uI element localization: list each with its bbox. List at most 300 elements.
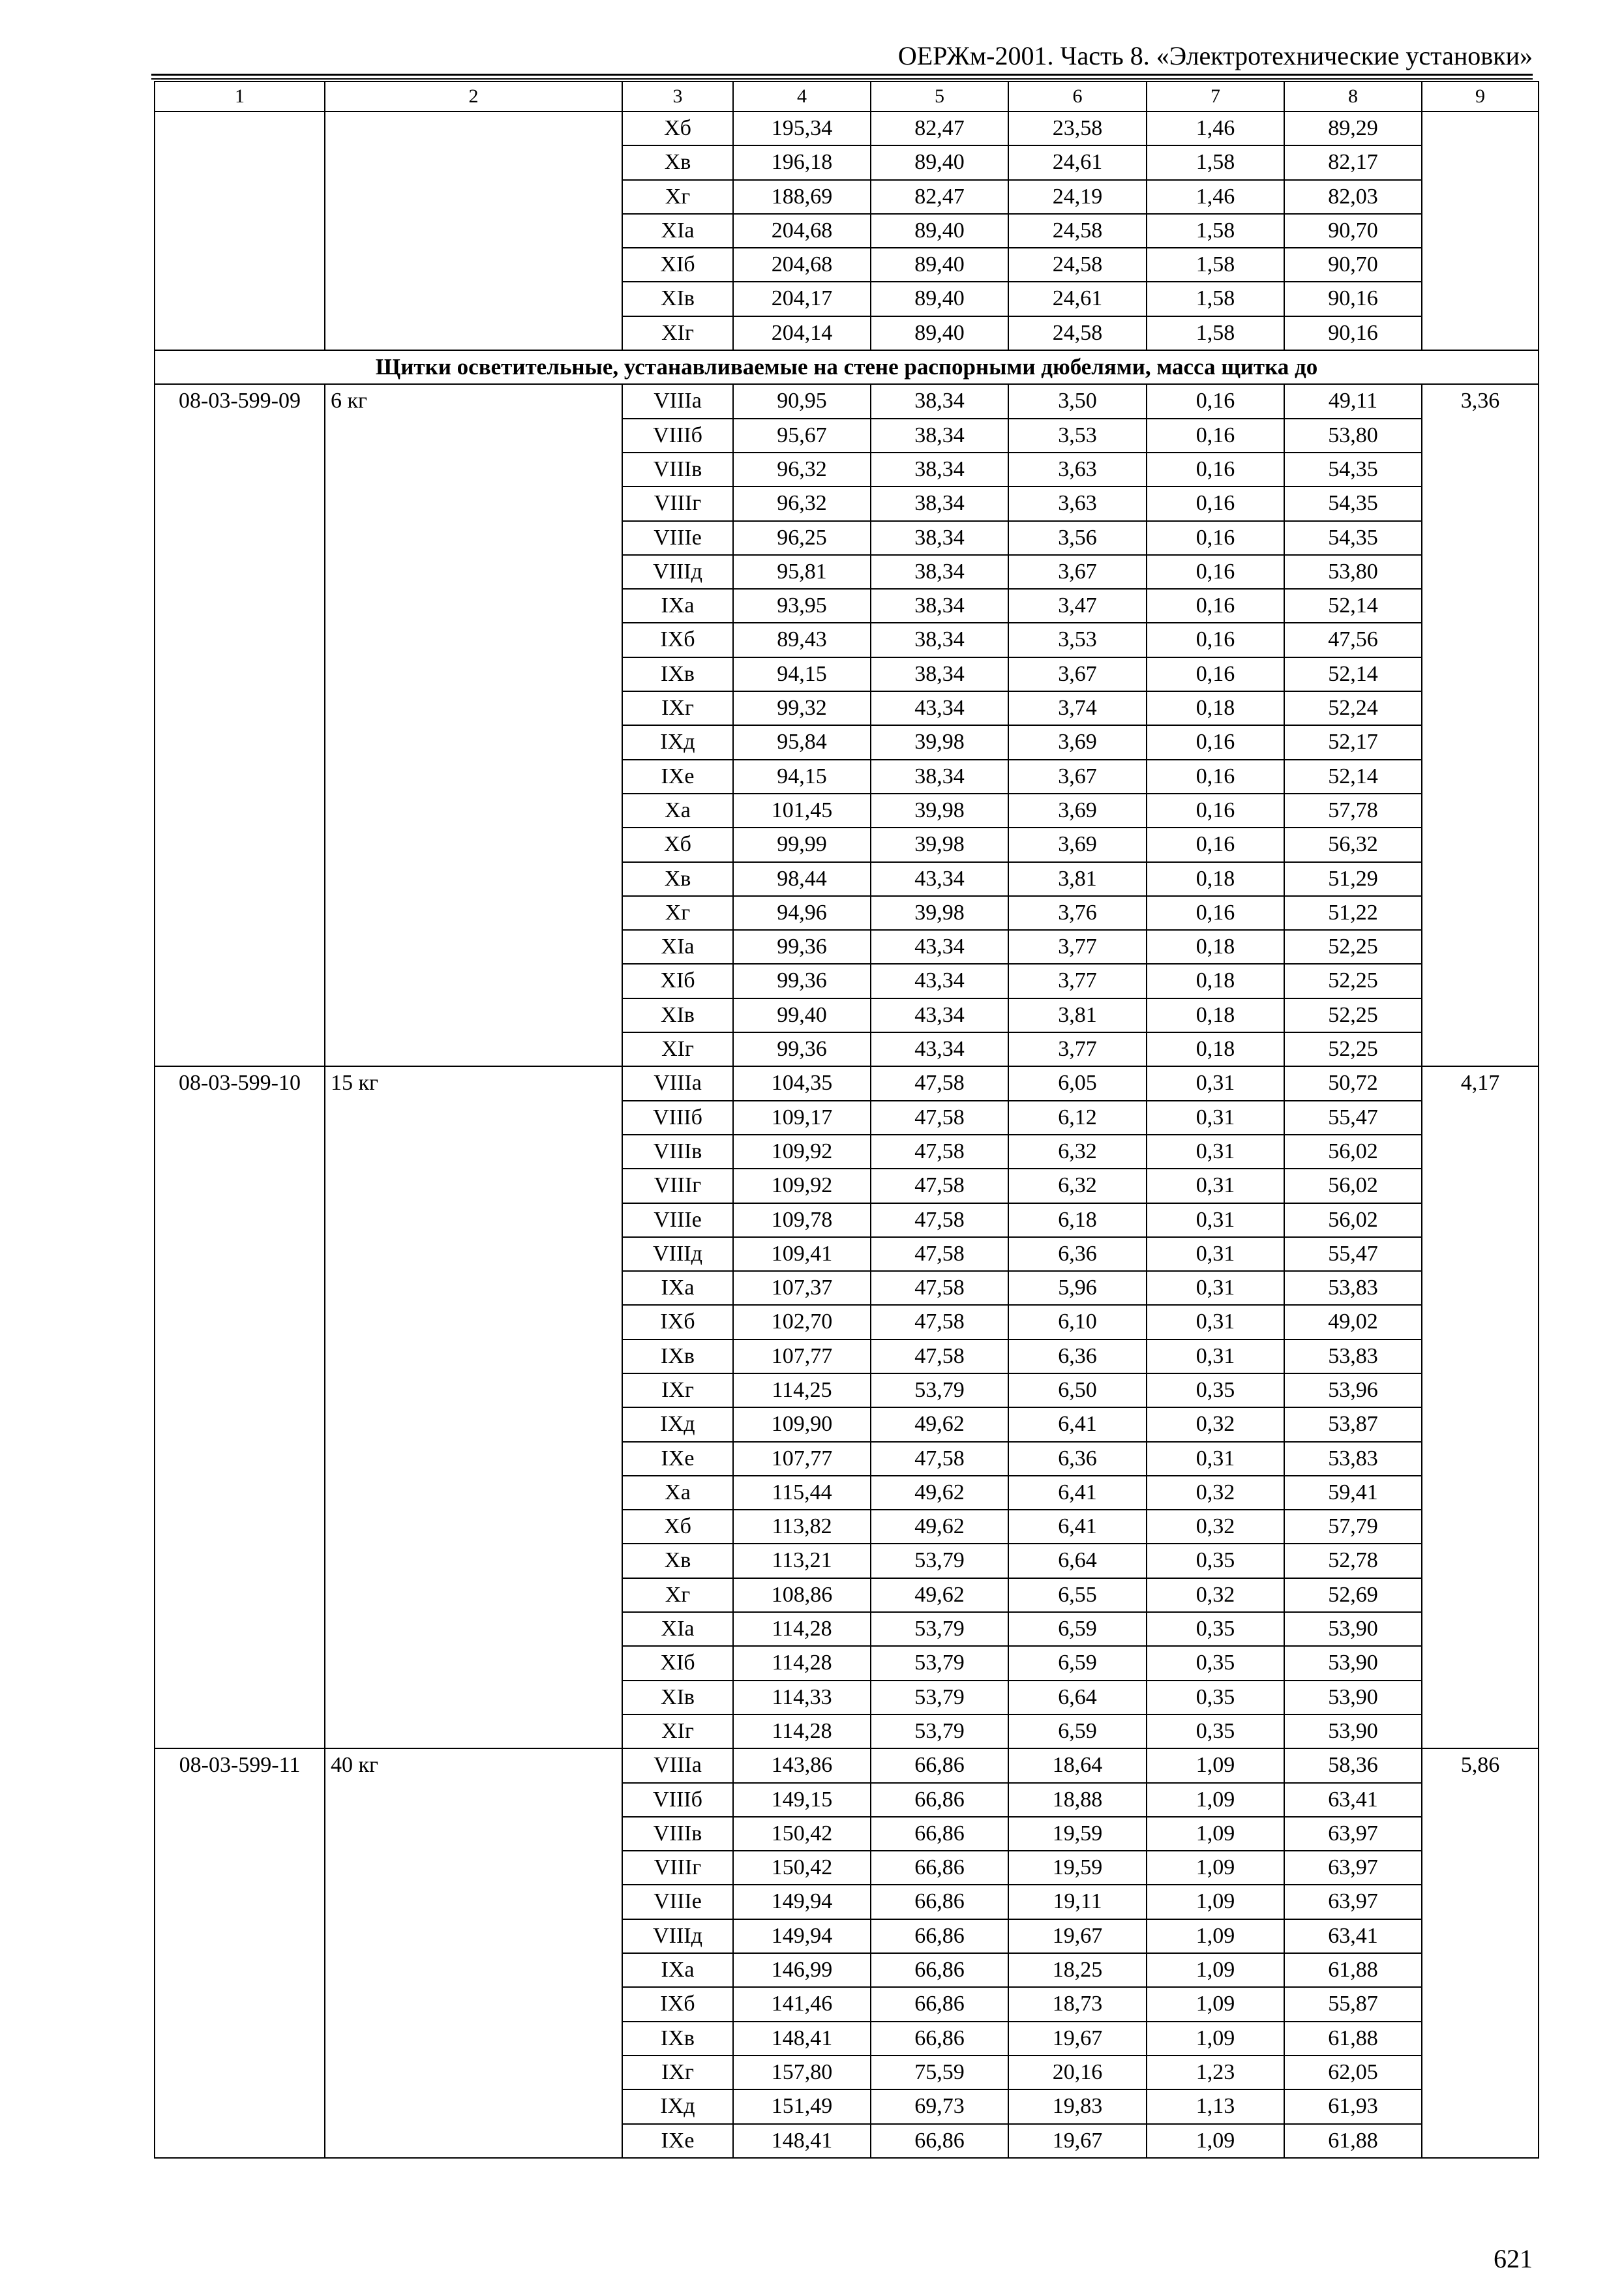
data-cell: 66,86 — [871, 1783, 1008, 1817]
data-cell: 53,96 — [1284, 1373, 1422, 1407]
data-cell: 114,28 — [733, 1612, 871, 1646]
data-cell: 148,41 — [733, 2022, 871, 2056]
data-cell: 6,41 — [1008, 1407, 1147, 1441]
data-cell: 109,90 — [733, 1407, 871, 1441]
data-cell: 102,70 — [733, 1305, 871, 1339]
data-cell: 19,11 — [1008, 1885, 1147, 1919]
data-cell: 20,16 — [1008, 2056, 1147, 2089]
column-number: 9 — [1422, 82, 1539, 112]
data-cell: 1,09 — [1147, 1885, 1284, 1919]
data-cell: 43,34 — [871, 930, 1008, 964]
data-cell: 47,56 — [1284, 623, 1422, 657]
data-cell: 49,62 — [871, 1407, 1008, 1441]
data-cell: 6,12 — [1008, 1101, 1147, 1135]
data-cell: 59,41 — [1284, 1476, 1422, 1510]
data-cell: 82,47 — [871, 112, 1008, 145]
data-cell: 99,36 — [733, 1032, 871, 1066]
data-cell: 58,36 — [1284, 1748, 1422, 1782]
data-cell: IХг — [622, 691, 733, 725]
data-cell: 6,64 — [1008, 1544, 1147, 1578]
data-cell: 109,92 — [733, 1135, 871, 1169]
data-cell: 53,79 — [871, 1612, 1008, 1646]
data-cell: 149,94 — [733, 1919, 871, 1953]
data-cell: 43,34 — [871, 1032, 1008, 1066]
data-cell: IХб — [622, 1987, 733, 2021]
data-cell: 55,87 — [1284, 1987, 1422, 2021]
data-cell: 3,50 — [1008, 384, 1147, 418]
data-cell: 66,86 — [871, 1953, 1008, 1987]
data-cell: 19,59 — [1008, 1851, 1147, 1885]
data-cell: 38,34 — [871, 486, 1008, 520]
data-cell: 0,31 — [1147, 1066, 1284, 1100]
data-cell: 52,25 — [1284, 1032, 1422, 1066]
data-cell: 53,79 — [871, 1681, 1008, 1714]
data-cell: 66,86 — [871, 1851, 1008, 1885]
data-cell: 47,58 — [871, 1169, 1008, 1203]
data-cell: 54,35 — [1284, 521, 1422, 555]
data-cell: 1,09 — [1147, 1783, 1284, 1817]
data-cell: 18,88 — [1008, 1783, 1147, 1817]
data-cell: Хв — [622, 145, 733, 179]
data-cell: 18,25 — [1008, 1953, 1147, 1987]
rates-table — [154, 81, 1539, 2159]
data-cell: IХе — [622, 760, 733, 794]
data-cell: 63,41 — [1284, 1919, 1422, 1953]
data-cell: 47,58 — [871, 1271, 1008, 1305]
data-cell: 43,34 — [871, 862, 1008, 896]
table-row — [155, 1748, 1539, 1782]
data-cell: 6,50 — [1008, 1373, 1147, 1407]
data-cell: Хб — [622, 1510, 733, 1544]
data-cell: ХIб — [622, 1646, 733, 1680]
data-cell: 204,14 — [733, 316, 871, 350]
data-cell: 1,23 — [1147, 2056, 1284, 2089]
data-cell: VIIIе — [622, 521, 733, 555]
data-cell: 3,77 — [1008, 930, 1147, 964]
data-cell: 53,90 — [1284, 1714, 1422, 1748]
data-cell: 3,69 — [1008, 725, 1147, 759]
data-cell: 19,67 — [1008, 2124, 1147, 2158]
data-cell: ХIа — [622, 1612, 733, 1646]
data-cell: 1,09 — [1147, 1987, 1284, 2021]
column-number: 8 — [1284, 82, 1422, 112]
data-cell: VIIIд — [622, 1237, 733, 1271]
data-cell: 99,36 — [733, 930, 871, 964]
data-cell: 52,14 — [1284, 589, 1422, 623]
data-cell: 3,77 — [1008, 1032, 1147, 1066]
data-cell: 6,64 — [1008, 1681, 1147, 1714]
code-cell-empty — [155, 112, 325, 350]
data-cell: 146,99 — [733, 1953, 871, 1987]
data-cell: 66,86 — [871, 1817, 1008, 1851]
data-cell: 38,34 — [871, 589, 1008, 623]
data-cell: IХа — [622, 1953, 733, 1987]
data-cell: 149,94 — [733, 1885, 871, 1919]
data-cell: 6,41 — [1008, 1510, 1147, 1544]
rate-code: 08-03-599-11 — [155, 1748, 325, 2158]
data-cell: 157,80 — [733, 2056, 871, 2089]
data-cell: 47,58 — [871, 1237, 1008, 1271]
column-number: 4 — [733, 82, 871, 112]
data-cell: 6,18 — [1008, 1203, 1147, 1237]
data-cell: 3,69 — [1008, 828, 1147, 861]
data-cell: IХе — [622, 1442, 733, 1476]
data-cell: 89,40 — [871, 214, 1008, 248]
data-cell: VIIIе — [622, 1885, 733, 1919]
data-cell: VIIIг — [622, 1169, 733, 1203]
data-cell: 3,67 — [1008, 760, 1147, 794]
data-cell: 24,61 — [1008, 145, 1147, 179]
data-cell: 90,16 — [1284, 316, 1422, 350]
header-rule-thin — [151, 78, 1533, 80]
data-cell: 53,90 — [1284, 1681, 1422, 1714]
data-cell: 39,98 — [871, 725, 1008, 759]
data-cell: 6,05 — [1008, 1066, 1147, 1100]
table-row — [155, 1066, 1539, 1100]
data-cell: VIIIе — [622, 1203, 733, 1237]
data-cell: 57,78 — [1284, 794, 1422, 828]
data-cell: 69,73 — [871, 2089, 1008, 2123]
data-cell: 99,32 — [733, 691, 871, 725]
data-cell: 96,25 — [733, 521, 871, 555]
data-cell: 0,16 — [1147, 623, 1284, 657]
data-cell: 52,14 — [1284, 760, 1422, 794]
data-cell: 0,35 — [1147, 1714, 1284, 1748]
data-cell: 0,32 — [1147, 1407, 1284, 1441]
data-cell: 82,47 — [871, 180, 1008, 214]
data-cell: 94,15 — [733, 657, 871, 691]
data-cell: 52,25 — [1284, 998, 1422, 1032]
data-cell: 0,18 — [1147, 1032, 1284, 1066]
data-cell: 66,86 — [871, 1987, 1008, 2021]
data-cell: 107,77 — [733, 1339, 871, 1373]
data-cell: ХIб — [622, 248, 733, 282]
data-cell: 24,19 — [1008, 180, 1147, 214]
data-cell: 0,31 — [1147, 1442, 1284, 1476]
data-cell: 1,09 — [1147, 1953, 1284, 1987]
data-cell: 38,34 — [871, 623, 1008, 657]
data-cell: 204,68 — [733, 214, 871, 248]
data-cell: 38,34 — [871, 521, 1008, 555]
data-cell: 47,58 — [871, 1305, 1008, 1339]
data-cell: 66,86 — [871, 1885, 1008, 1919]
data-cell: 98,44 — [733, 862, 871, 896]
data-cell: 23,58 — [1008, 112, 1147, 145]
column-number: 1 — [155, 82, 325, 112]
data-cell: 89,40 — [871, 248, 1008, 282]
data-cell: 1,46 — [1147, 112, 1284, 145]
data-cell: 99,40 — [733, 998, 871, 1032]
data-cell: 75,59 — [871, 2056, 1008, 2089]
data-cell: 0,35 — [1147, 1681, 1284, 1714]
data-cell: 5,96 — [1008, 1271, 1147, 1305]
data-cell: 24,61 — [1008, 282, 1147, 316]
data-cell: 3,63 — [1008, 486, 1147, 520]
data-cell: IХд — [622, 2089, 733, 2123]
data-cell: 3,53 — [1008, 623, 1147, 657]
data-cell: 61,88 — [1284, 1953, 1422, 1987]
data-cell: 47,58 — [871, 1101, 1008, 1135]
data-cell: 90,70 — [1284, 214, 1422, 248]
data-cell: 149,15 — [733, 1783, 871, 1817]
data-cell: 115,44 — [733, 1476, 871, 1510]
data-cell: 57,79 — [1284, 1510, 1422, 1544]
data-cell: 56,02 — [1284, 1135, 1422, 1169]
data-cell: 0,32 — [1147, 1578, 1284, 1612]
data-cell: 143,86 — [733, 1748, 871, 1782]
data-cell: VIIIд — [622, 1919, 733, 1953]
data-cell: 47,58 — [871, 1066, 1008, 1100]
data-cell: 3,74 — [1008, 691, 1147, 725]
data-cell: 0,16 — [1147, 521, 1284, 555]
section-title: Щитки осветительные, устанавливаемые на стене распорными дюбелями, масса щитка до — [155, 350, 1539, 384]
data-cell: 0,31 — [1147, 1101, 1284, 1135]
data-cell: Хг — [622, 180, 733, 214]
data-cell: 62,05 — [1284, 2056, 1422, 2089]
data-cell: 53,79 — [871, 1714, 1008, 1748]
data-cell: 39,98 — [871, 794, 1008, 828]
data-cell: 0,31 — [1147, 1135, 1284, 1169]
data-cell: ХIв — [622, 998, 733, 1032]
data-cell: 96,32 — [733, 453, 871, 486]
column-number: 5 — [871, 82, 1008, 112]
data-cell: 43,34 — [871, 691, 1008, 725]
data-cell: 89,40 — [871, 316, 1008, 350]
data-cell: 96,32 — [733, 486, 871, 520]
data-cell: ХIг — [622, 316, 733, 350]
data-cell: 66,86 — [871, 1748, 1008, 1782]
rate-code: 08-03-599-09 — [155, 384, 325, 1066]
data-cell: 18,73 — [1008, 1987, 1147, 2021]
data-cell: 38,34 — [871, 657, 1008, 691]
data-cell: 66,86 — [871, 1919, 1008, 1953]
data-cell: 54,35 — [1284, 486, 1422, 520]
data-cell: 107,37 — [733, 1271, 871, 1305]
data-cell: 61,88 — [1284, 2022, 1422, 2056]
data-cell: ХIг — [622, 1032, 733, 1066]
data-cell: 0,16 — [1147, 760, 1284, 794]
rate-description: 40 кг — [325, 1748, 622, 2158]
data-cell: 66,86 — [871, 2022, 1008, 2056]
data-cell: 1,13 — [1147, 2089, 1284, 2123]
data-cell: 151,49 — [733, 2089, 871, 2123]
rate-code: 08-03-599-10 — [155, 1066, 325, 1748]
data-cell: 0,16 — [1147, 419, 1284, 453]
data-cell: Хв — [622, 862, 733, 896]
data-cell: 56,02 — [1284, 1203, 1422, 1237]
data-cell: 0,18 — [1147, 998, 1284, 1032]
data-cell: 0,16 — [1147, 555, 1284, 589]
data-cell: 1,58 — [1147, 214, 1284, 248]
data-cell: 1,09 — [1147, 1748, 1284, 1782]
data-cell: VIIIа — [622, 1748, 733, 1782]
data-cell: 53,80 — [1284, 555, 1422, 589]
data-cell: 109,92 — [733, 1169, 871, 1203]
data-cell: 53,80 — [1284, 419, 1422, 453]
data-cell: 3,77 — [1008, 964, 1147, 998]
data-cell: 82,17 — [1284, 145, 1422, 179]
table-row — [155, 384, 1539, 418]
data-cell: IХв — [622, 2022, 733, 2056]
data-cell: 0,31 — [1147, 1203, 1284, 1237]
data-cell: 19,59 — [1008, 1817, 1147, 1851]
data-cell: 0,32 — [1147, 1510, 1284, 1544]
data-cell: 47,58 — [871, 1339, 1008, 1373]
data-cell: 6,32 — [1008, 1135, 1147, 1169]
data-cell: 38,34 — [871, 555, 1008, 589]
data-cell: 39,98 — [871, 828, 1008, 861]
data-cell: 3,53 — [1008, 419, 1147, 453]
page-header: ОЕРЖм-2001. Часть 8. «Электротехнические установки» — [897, 41, 1533, 70]
data-cell: Хб — [622, 828, 733, 861]
data-cell: 94,96 — [733, 896, 871, 930]
col9-cell-empty — [1422, 112, 1539, 350]
data-cell: 52,78 — [1284, 1544, 1422, 1578]
data-cell: 0,31 — [1147, 1305, 1284, 1339]
data-cell: 53,90 — [1284, 1646, 1422, 1680]
data-cell: 52,25 — [1284, 964, 1422, 998]
data-cell: 49,02 — [1284, 1305, 1422, 1339]
data-cell: VIIIв — [622, 1817, 733, 1851]
data-cell: 43,34 — [871, 998, 1008, 1032]
data-cell: 89,29 — [1284, 112, 1422, 145]
data-cell: 1,09 — [1147, 1817, 1284, 1851]
data-cell: 108,86 — [733, 1578, 871, 1612]
data-cell: 47,58 — [871, 1442, 1008, 1476]
data-cell: 53,79 — [871, 1646, 1008, 1680]
data-cell: 53,83 — [1284, 1339, 1422, 1373]
data-cell: 1,09 — [1147, 2022, 1284, 2056]
column-number: 6 — [1008, 82, 1147, 112]
data-cell: 0,35 — [1147, 1373, 1284, 1407]
data-cell: 63,97 — [1284, 1851, 1422, 1885]
data-cell: 3,81 — [1008, 998, 1147, 1032]
data-cell: 19,67 — [1008, 2022, 1147, 2056]
data-cell: VIIIг — [622, 1851, 733, 1885]
data-cell: 0,16 — [1147, 384, 1284, 418]
data-cell: IХа — [622, 1271, 733, 1305]
data-cell: 0,16 — [1147, 453, 1284, 486]
data-cell: IХв — [622, 657, 733, 691]
data-cell: 89,40 — [871, 282, 1008, 316]
data-cell: 204,17 — [733, 282, 871, 316]
data-cell: 6,10 — [1008, 1305, 1147, 1339]
rate-description: 6 кг — [325, 384, 622, 1066]
data-cell: 6,59 — [1008, 1612, 1147, 1646]
data-cell: 55,47 — [1284, 1101, 1422, 1135]
data-cell: 3,47 — [1008, 589, 1147, 623]
data-cell: 63,97 — [1284, 1885, 1422, 1919]
data-cell: 3,56 — [1008, 521, 1147, 555]
data-cell: VIIIа — [622, 1066, 733, 1100]
data-cell: IХа — [622, 589, 733, 623]
data-cell: 195,34 — [733, 112, 871, 145]
data-cell: 204,68 — [733, 248, 871, 282]
data-cell: 0,16 — [1147, 486, 1284, 520]
data-cell: 148,41 — [733, 2124, 871, 2158]
data-cell: 0,16 — [1147, 794, 1284, 828]
data-cell: 94,15 — [733, 760, 871, 794]
data-cell: 3,81 — [1008, 862, 1147, 896]
data-cell: 0,32 — [1147, 1476, 1284, 1510]
data-cell: 43,34 — [871, 964, 1008, 998]
data-cell: 52,14 — [1284, 657, 1422, 691]
data-cell: 0,18 — [1147, 964, 1284, 998]
data-cell: 0,16 — [1147, 828, 1284, 861]
data-cell: 51,22 — [1284, 896, 1422, 930]
data-cell: 53,87 — [1284, 1407, 1422, 1441]
table-row — [155, 112, 1539, 145]
data-cell: VIIIб — [622, 419, 733, 453]
data-cell: VIIIв — [622, 1135, 733, 1169]
data-cell: VIIIв — [622, 453, 733, 486]
data-cell: 19,83 — [1008, 2089, 1147, 2123]
data-cell: 3,67 — [1008, 657, 1147, 691]
data-cell: 3,67 — [1008, 555, 1147, 589]
data-cell: 6,36 — [1008, 1237, 1147, 1271]
data-cell: 0,35 — [1147, 1544, 1284, 1578]
data-cell: 18,64 — [1008, 1748, 1147, 1782]
data-cell: VIIIб — [622, 1101, 733, 1135]
data-cell: 0,35 — [1147, 1612, 1284, 1646]
data-cell: 53,83 — [1284, 1442, 1422, 1476]
data-cell: ХIг — [622, 1714, 733, 1748]
data-cell: IХе — [622, 2124, 733, 2158]
data-cell: 0,16 — [1147, 725, 1284, 759]
rate-description: 15 кг — [325, 1066, 622, 1748]
data-cell: 24,58 — [1008, 214, 1147, 248]
data-cell: 56,02 — [1284, 1169, 1422, 1203]
data-cell: 196,18 — [733, 145, 871, 179]
data-cell: 93,95 — [733, 589, 871, 623]
data-cell: 6,36 — [1008, 1442, 1147, 1476]
col9-value: 4,17 — [1422, 1066, 1539, 1748]
data-cell: IХд — [622, 1407, 733, 1441]
data-cell: 99,36 — [733, 964, 871, 998]
data-cell: VIIIа — [622, 384, 733, 418]
data-cell: ХIа — [622, 214, 733, 248]
data-cell: 0,18 — [1147, 862, 1284, 896]
data-cell: IХв — [622, 1339, 733, 1373]
data-cell: 56,32 — [1284, 828, 1422, 861]
column-number-row — [155, 82, 1539, 112]
data-cell: 1,09 — [1147, 1919, 1284, 1953]
data-cell: 1,58 — [1147, 282, 1284, 316]
data-cell: 95,81 — [733, 555, 871, 589]
data-cell: ХIв — [622, 282, 733, 316]
data-cell: 0,16 — [1147, 589, 1284, 623]
data-cell: 113,82 — [733, 1510, 871, 1544]
data-cell: 114,25 — [733, 1373, 871, 1407]
data-cell: 1,58 — [1147, 145, 1284, 179]
column-number: 3 — [622, 82, 733, 112]
data-cell: 24,58 — [1008, 248, 1147, 282]
data-cell: VIIIб — [622, 1783, 733, 1817]
data-cell: 6,55 — [1008, 1578, 1147, 1612]
data-cell: 95,84 — [733, 725, 871, 759]
data-cell: 61,88 — [1284, 2124, 1422, 2158]
data-cell: 109,41 — [733, 1237, 871, 1271]
data-cell: 90,70 — [1284, 248, 1422, 282]
data-cell: 0,31 — [1147, 1339, 1284, 1373]
data-cell: 54,35 — [1284, 453, 1422, 486]
data-cell: 53,83 — [1284, 1271, 1422, 1305]
data-cell: 188,69 — [733, 180, 871, 214]
data-cell: 51,29 — [1284, 862, 1422, 896]
data-cell: 1,46 — [1147, 180, 1284, 214]
data-cell: 0,31 — [1147, 1169, 1284, 1203]
data-cell: 19,67 — [1008, 1919, 1147, 1953]
